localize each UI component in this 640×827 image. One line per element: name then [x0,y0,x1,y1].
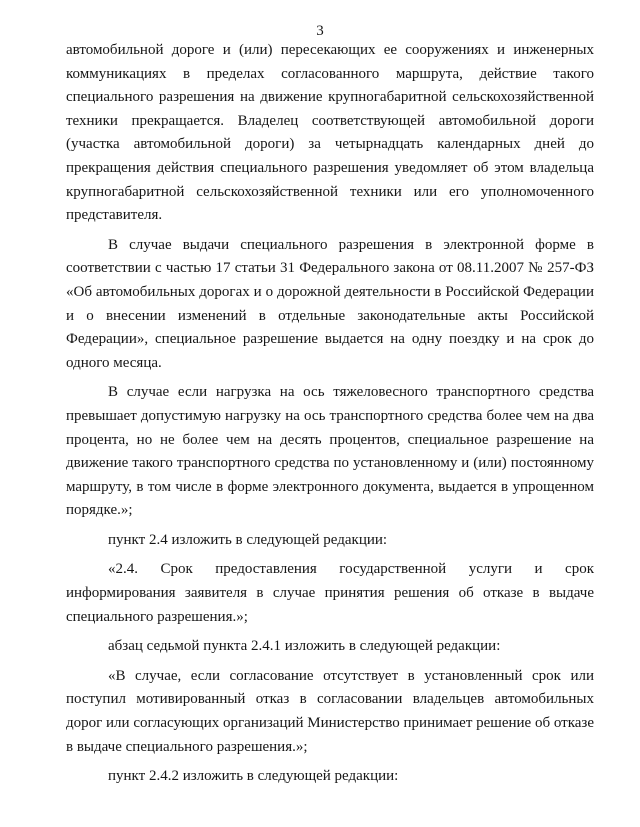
page-number: 3 [316,23,324,39]
paragraph-clause-2-4: «2.4. Срок предоставления государственной услуги и срок информирования заявителя в случае принятия решения об отказе в выдаче специального разрешения.»; [66,561,594,625]
paragraph-electronic-permit: В случае выдачи специального разрешения в электронной форме в соответствии с частью 17 статьи 31 Федерального закона от 08.11.2007 № 257-ФЗ «Об автомобильных дорогах и о дорожной деятельности в Российской Федерации и о внесении изменений в отдельные законодательные акты Российской Федерации», специальное разрешение выдается на одну поездку и на срок до одного месяца. [66,236,594,371]
paragraph-continuation: автомобильной дороге и (или) пересекающих ее сооружениях и инженерных коммуникациях в пределах согласованного маршрута, действие такого специального разрешения на движение крупногабаритной сельскохозяйственной техники прекращается. Владелец соответствующей автомобильной дороги (участка автомобильной дороги) за четырнадцать календарных дней до прекращения действия специального разрешения уведомляет об этом владельца крупногабаритной сельскохозяйственной техники или его уполномоченного представителя. [66,42,594,224]
paragraph-amend-2-4-1: абзац седьмой пункта 2.4.1 изложить в следующей редакции: [108,638,501,655]
document-body [66,39,594,789]
paragraph-amend-2-4: пункт 2.4 изложить в следующей редакции: [108,531,388,548]
paragraph-axle-load: В случае если нагрузка на ось тяжеловесного транспортного средства превышает допустимую нагрузку на ось транспортного средства более чем на два процента, но не более чем на десять процентов, специальное разрешение на движение такого транспортного средства по установленному и (или) постоянному маршруту, в том числе в форме электронного документа, выдается в упрощенном порядке.»; [66,384,594,519]
paragraph-amend-2-4-2: пункт 2.4.2 изложить в следующей редакции: [108,768,399,785]
paragraph-refusal-case: «В случае, если согласование отсутствует в установленный срок или поступил мотивированный отказ в согласовании владельцев автомобильных дорог или согласующих организаций Министерство принимает решение об отказе в выдаче специального разрешения.»; [66,667,595,755]
